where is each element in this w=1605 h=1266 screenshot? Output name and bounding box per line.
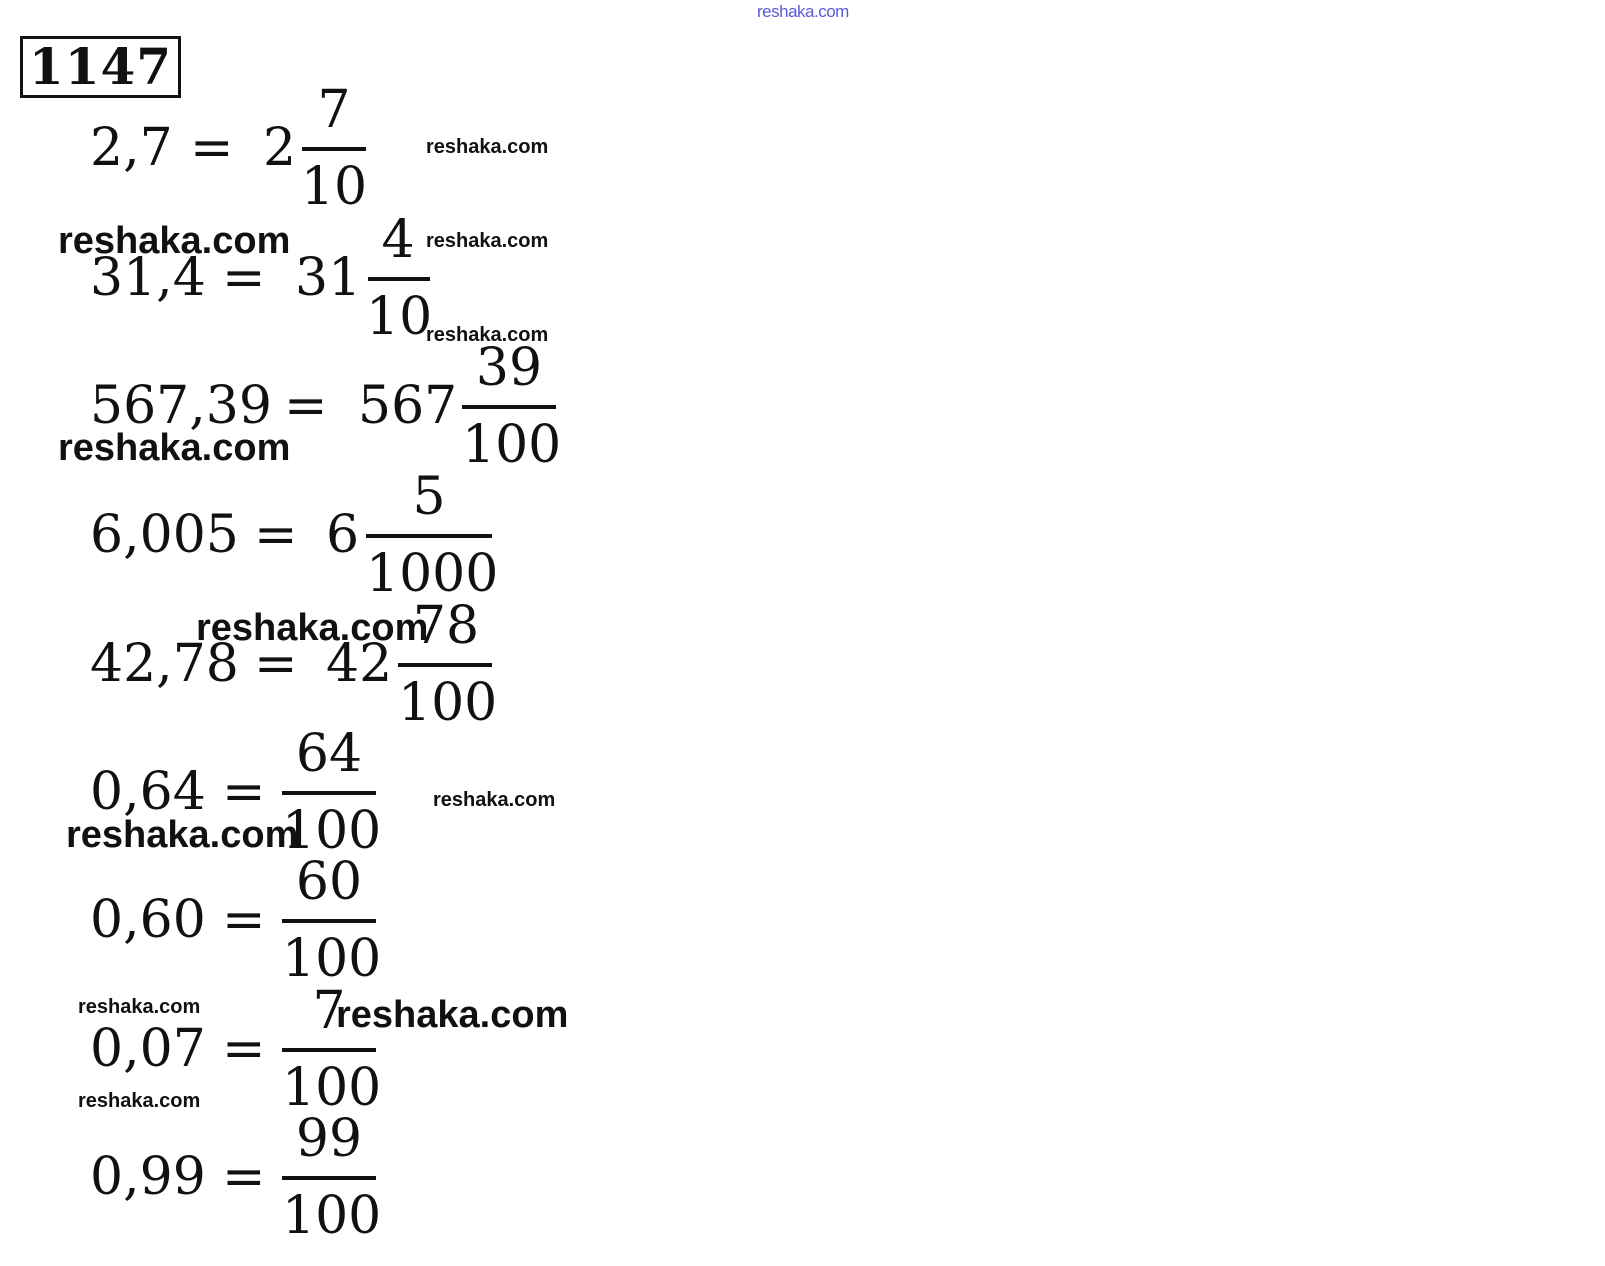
watermark: reshaka.com <box>426 324 549 346</box>
watermark: reshaka.com <box>433 789 556 811</box>
fraction-bar <box>302 147 366 151</box>
whole-part: 567 <box>358 376 458 436</box>
decimal-value: 42,78 <box>90 634 239 694</box>
watermark: reshaka.com <box>426 136 549 158</box>
watermark: reshaka.com <box>196 607 429 649</box>
equals-sign: = <box>190 118 234 178</box>
numerator: 4 <box>381 210 415 270</box>
decimal-value: 0,60 <box>90 890 206 950</box>
numerator: 60 <box>295 852 363 912</box>
equals-sign: = <box>222 762 266 822</box>
equation-row <box>0 80 700 217</box>
denominator: 100 <box>282 1058 382 1118</box>
denominator: 100 <box>282 929 382 989</box>
decimal-value: 2,7 <box>90 118 173 178</box>
whole-part: 42 <box>326 634 393 694</box>
fraction-bar <box>282 1048 376 1052</box>
denominator: 10 <box>300 157 368 217</box>
watermark: reshaka.com <box>58 220 291 262</box>
decimal-value: 31,4 <box>90 248 206 308</box>
decimal-value: 6,005 <box>90 505 239 565</box>
equation-row <box>0 467 700 604</box>
site-link[interactable]: reshaka.com <box>757 2 849 21</box>
numerator: 78 <box>412 596 480 656</box>
fraction-bar <box>368 277 430 281</box>
fraction-bar <box>398 663 492 667</box>
denominator: 10 <box>366 287 433 347</box>
equals-sign: = <box>254 505 298 565</box>
equals-sign: = <box>222 1147 266 1207</box>
denominator: 1000 <box>366 544 499 604</box>
denominator: 100 <box>282 801 382 861</box>
decimal-value: 567,39 <box>90 376 272 436</box>
equals-sign: = <box>222 248 266 308</box>
equation-row <box>0 852 700 989</box>
watermark: reshaka.com <box>58 427 291 469</box>
fraction-bar <box>462 405 556 409</box>
watermark: reshaka.com <box>336 994 569 1036</box>
denominator: 100 <box>462 415 562 475</box>
fraction-bar <box>282 919 376 923</box>
decimal-value: 0,07 <box>90 1019 206 1079</box>
watermark: reshaka.com <box>66 814 299 856</box>
whole-part: 2 <box>263 118 297 178</box>
equals-sign: = <box>284 376 328 436</box>
whole-part: 31 <box>295 248 362 308</box>
decimal-value: 0,99 <box>90 1147 206 1207</box>
decimal-value: 0,64 <box>90 762 206 822</box>
fraction-bar <box>282 791 376 795</box>
watermark: reshaka.com <box>426 230 549 252</box>
numerator: 39 <box>475 338 543 398</box>
denominator: 100 <box>398 673 498 733</box>
problem-number: 1147 <box>20 36 181 98</box>
numerator: 7 <box>317 80 351 140</box>
equals-sign: = <box>222 890 266 950</box>
fraction-bar <box>282 1176 376 1180</box>
watermark: reshaka.com <box>78 996 201 1018</box>
denominator: 100 <box>282 1186 382 1246</box>
numerator: 7 <box>312 981 346 1041</box>
fraction-bar <box>366 534 492 538</box>
numerator: 64 <box>295 724 363 784</box>
equation-row <box>0 1109 700 1246</box>
numerator: 5 <box>412 467 446 527</box>
numerator: 99 <box>295 1109 363 1169</box>
equals-sign: = <box>222 1019 266 1079</box>
whole-part: 6 <box>326 505 360 565</box>
equals-sign: = <box>254 634 298 694</box>
watermark: reshaka.com <box>78 1090 201 1112</box>
